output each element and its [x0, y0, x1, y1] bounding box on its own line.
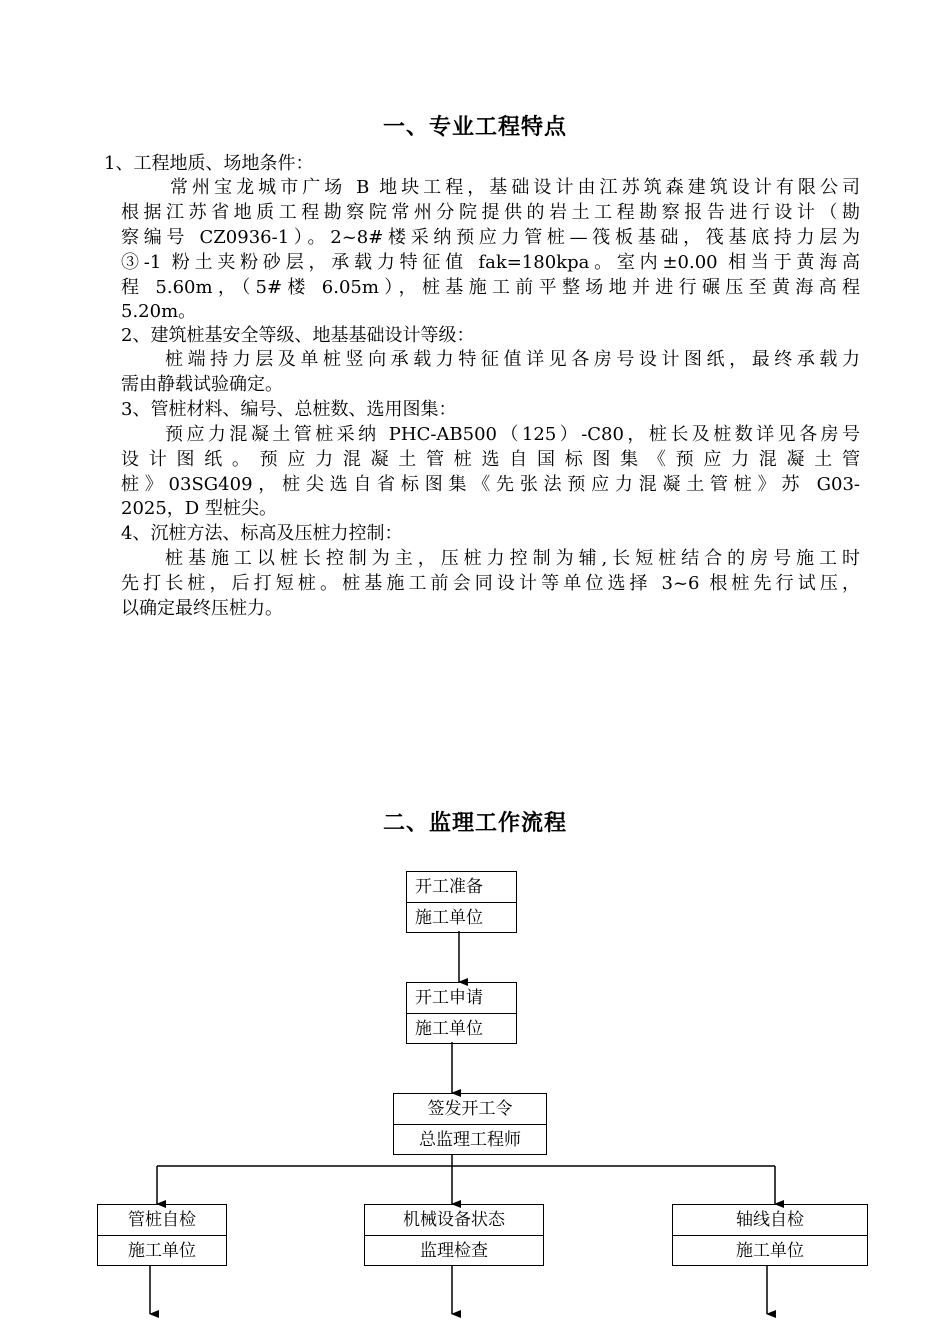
flow-box-title: 开工申请	[415, 988, 483, 1008]
item-1-line: 根据江苏省地质工程勘察院常州分院提供的岩土工程勘察报告进行设计（勘	[121, 202, 860, 223]
item-2-heading: 2、建筑桩基安全等级、地基基础设计等级：	[121, 325, 475, 346]
item-1-line: 常州宝龙城市广场 B 地块工程，基础设计由江苏筑森建筑设计有限公司	[170, 177, 860, 198]
section-title-workflow: 二、监理工作流程	[382, 811, 567, 836]
flow-box-role: 施工单位	[407, 1013, 516, 1043]
item-3-line: 设计图纸。预应力混凝土管桩选自国标图集《预应力混凝土管	[121, 449, 860, 470]
flow-box-axis-self-check	[672, 1204, 868, 1266]
item-1-heading: 1、工程地质、场地条件：	[104, 153, 314, 174]
item-4-heading: 4、沉桩方法、标高及压桩力控制：	[121, 523, 403, 544]
flow-box-start-preparation	[406, 871, 517, 933]
section-title-characteristics: 一、专业工程特点	[382, 115, 567, 140]
flow-box-role: 总监理工程师	[394, 1124, 546, 1154]
item-3-line: 预应力混凝土管桩采纳 PHC-AB500（125）-C80，桩长及桩数详见各房号	[165, 424, 860, 445]
flow-box-pile-self-check	[97, 1204, 227, 1266]
flow-box-title: 管桩自检	[128, 1210, 196, 1230]
item-4-line: 以确定最终压桩力。	[121, 598, 283, 619]
item-1-line: ③-1 粉土夹粉砂层，承载力特征值 fak=180kpa。室内±0.00 相当于黄海高	[121, 252, 860, 273]
flow-box-role: 施工单位	[407, 902, 516, 932]
item-1-line: 察编号 CZ0936-1）。2~8#楼采纳预应力管桩—筏板基础，筏基底持力层为	[121, 227, 860, 248]
item-3-heading: 3、管桩材料、编号、总桩数、选用图集：	[121, 399, 457, 420]
item-3-line: 2025，D 型桩尖。	[121, 498, 277, 519]
item-2-line: 需由静载试验确定。	[121, 374, 283, 395]
item-4-line: 先打长桩，后打短桩。桩基施工前会同设计等单位选择 3~6 根桩先行试压，	[121, 573, 860, 594]
flow-box-role: 施工单位	[673, 1235, 867, 1265]
item-2-line: 桩端持力层及单桩竖向承载力特征值详见各房号设计图纸，最终承载力	[165, 349, 860, 370]
flow-box-title: 开工准备	[415, 877, 483, 897]
item-1-line: 程 5.60m，（5#楼 6.05m），桩基施工前平整场地并进行碾压至黄海高程	[121, 277, 860, 298]
flow-box-start-order	[393, 1093, 547, 1155]
item-1-line: 5.20m。	[121, 301, 197, 322]
flow-box-machinery-status	[364, 1204, 544, 1266]
item-4-line: 桩基施工以桩长控制为主，压桩力控制为辅,长短桩结合的房号施工时	[165, 548, 860, 569]
flow-box-title: 签发开工令	[427, 1099, 513, 1119]
flow-box-title: 机械设备状态	[403, 1210, 505, 1230]
flow-box-start-application	[406, 982, 517, 1044]
flow-box-title: 轴线自检	[736, 1210, 804, 1230]
item-3-line: 桩》03SG409，桩尖选自省标图集《先张法预应力混凝土管桩》苏 G03-	[121, 474, 860, 495]
flow-box-role: 监理检查	[365, 1235, 543, 1265]
flow-box-role: 施工单位	[98, 1235, 226, 1265]
